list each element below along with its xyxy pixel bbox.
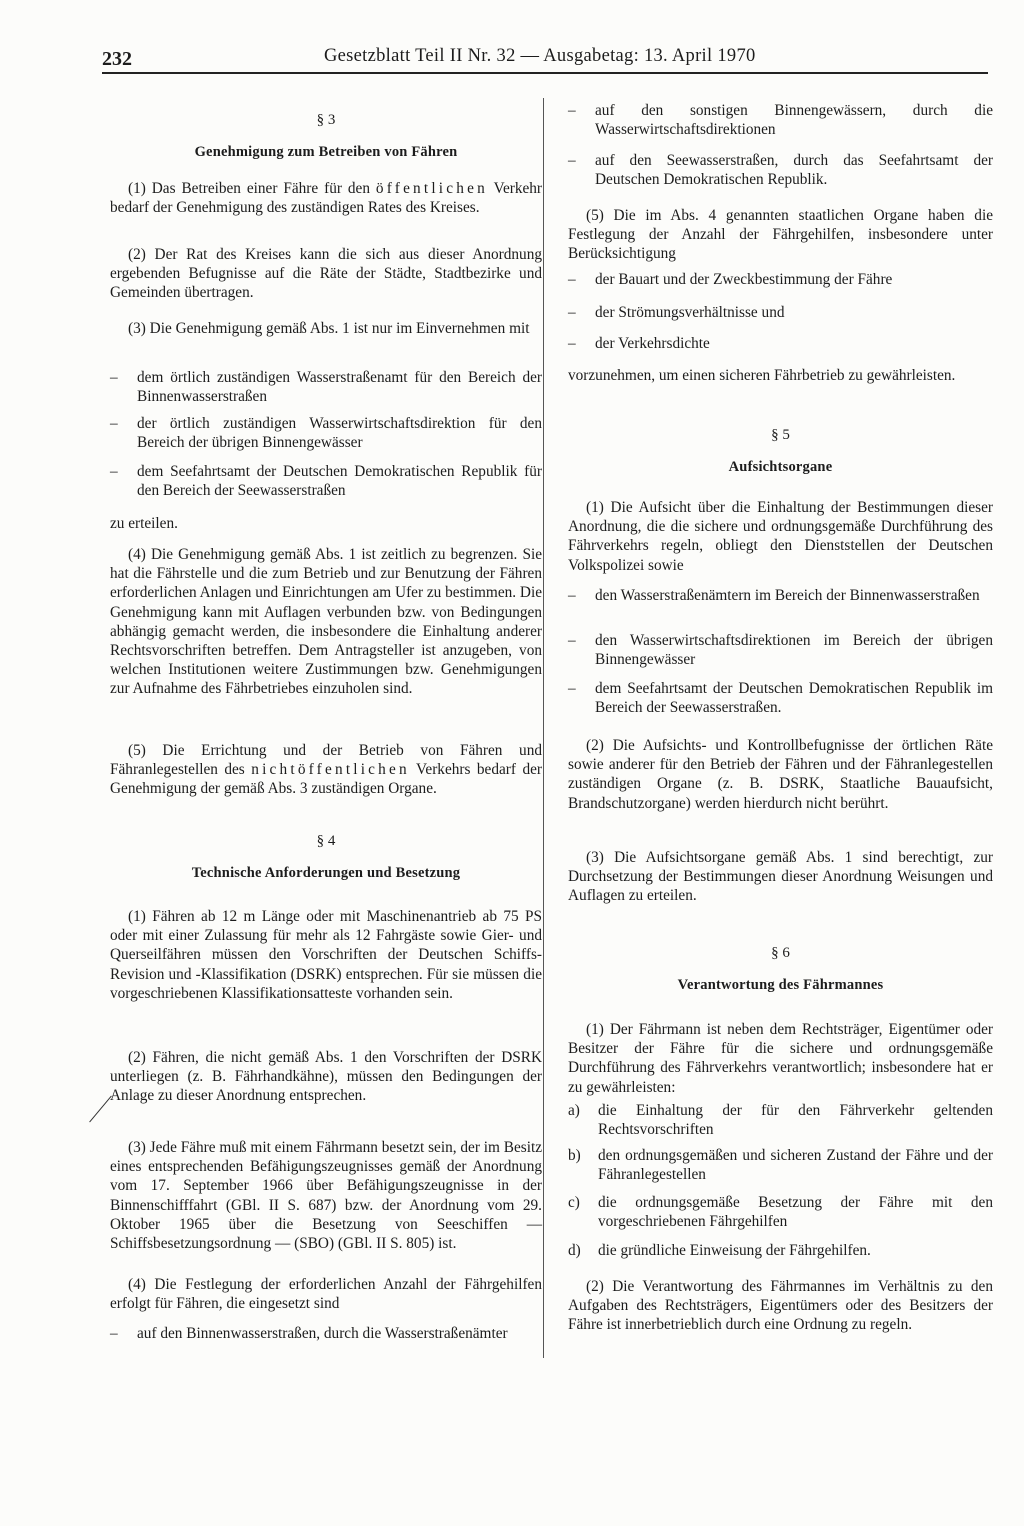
s3-p3-dash-text-3: dem Seefahrtsamt der Deutschen Demokratischen Republik für den Bereich der Seewasserstraßen bbox=[137, 463, 542, 500]
dash-bullet: – bbox=[568, 587, 576, 604]
s4-p4-dash-text-3: auf den Seewasserstraßen, durch das Seefahrtsamt der Deutschen Demokratischen Republik. bbox=[595, 152, 993, 189]
s5-p1-dash-item-3 bbox=[568, 679, 993, 717]
s5-paragraph-3: (3) Die Aufsichtsorgane gemäß Abs. 1 sind berechtigt, zur Durchsetzung der Bestimmungen dieser Anordnung Weisungen und Auflagen zu erteilen. bbox=[568, 849, 993, 905]
s4-p5-dash-item-1 bbox=[568, 270, 993, 289]
s4-p5-dash-item-2 bbox=[568, 303, 993, 322]
header-rule bbox=[102, 72, 988, 74]
s4-p5-dash-item-3 bbox=[568, 334, 993, 353]
s3-p1-text-a: (1) Das Betreiben einer Fähre für den bbox=[128, 180, 376, 197]
s4-p4-dash-item-2 bbox=[568, 101, 993, 139]
s4-p4-dash-item-1 bbox=[110, 1324, 542, 1343]
dash-bullet: – bbox=[568, 152, 576, 169]
list-marker-b: b) bbox=[568, 1147, 581, 1164]
scan-pen-mark bbox=[89, 1096, 112, 1123]
s3-paragraph-5 bbox=[110, 741, 542, 799]
dash-bullet: – bbox=[110, 415, 118, 432]
s4-p5-dash-text-2: der Strömungsverhältnisse und bbox=[595, 304, 785, 321]
s5-p1-dash-text-1: den Wasserstraßenämtern im Bereich der Binnenwasserstraßen bbox=[595, 587, 980, 604]
s4-p4-dash-text-1: auf den Binnenwasserstraßen, durch die Wasserstraßenämter bbox=[137, 1325, 508, 1342]
dash-bullet: – bbox=[568, 680, 576, 697]
s4-paragraph-1: (1) Fähren ab 12 m Länge oder mit Maschinenantrieb ab 75 PS oder mit einer Zulassung für mehr als 12 Fahrgäste sowie Gier- und Querseilfähren müssen den Vorschriften der Deutschen Schiffs-Revision und -Klassifikation (DSRK) entsprechen. Für sie müssen die vorgeschriebenen Klassifikationsatteste vorhanden sein. bbox=[110, 908, 542, 1002]
section-6-title: Verantwortung des Fährmannes bbox=[677, 977, 884, 993]
section-4-title: Technische Anforderungen und Besetzung bbox=[191, 865, 461, 881]
s3-p5-spaced-word: nichtöffentlichen bbox=[251, 761, 410, 779]
s3-p5-text-a: (5) Die Errichtung und der Betrieb von Fähren und Fähranlegestellen des bbox=[110, 742, 542, 779]
s6-list-item-b bbox=[568, 1146, 993, 1184]
s5-p1-dash-text-3: dem Seefahrtsamt der Deutschen Demokratischen Republik im Bereich der Seewasserstraßen. bbox=[595, 680, 993, 717]
page-header bbox=[102, 44, 988, 70]
section-5-title: Aufsichtsorgane bbox=[728, 459, 833, 475]
s3-p3-closing: zu erteilen. bbox=[110, 515, 178, 532]
section-5-number: § 5 bbox=[771, 427, 790, 443]
section-6-number: § 6 bbox=[771, 945, 790, 961]
s5-paragraph-1: (1) Die Aufsicht über die Einhaltung der Bestimmungen dieser Anordnung, die die sichere und ordnungsgemäße Durchführung des Fährverkehrs regeln, obliegt den Dienststellen der Deutschen Volkspolizei sowie bbox=[568, 499, 993, 574]
s4-p4-dash-item-3 bbox=[568, 151, 993, 189]
running-title: Gesetzblatt Teil II Nr. 32 — Ausgabetag: 13. April 1970 bbox=[324, 46, 756, 66]
s5-p1-dash-item-2 bbox=[568, 631, 993, 669]
list-marker-a: a) bbox=[568, 1102, 580, 1119]
s3-p1-text-b: Verkehr bedarf der Genehmigung des zuständigen Rates des Kreises. bbox=[110, 180, 543, 217]
s4-p5-closing: vorzunehmen, um einen sicheren Fährbetrieb zu gewährleisten. bbox=[568, 367, 956, 384]
s4-paragraph-4: (4) Die Festlegung der erforderlichen Anzahl der Fährgehilfen erfolgt für Fähren, die eingesetzt sind bbox=[110, 1276, 542, 1313]
dash-bullet: – bbox=[568, 271, 576, 288]
s4-p5-dash-text-1: der Bauart und der Zweckbestimmung der Fähre bbox=[595, 271, 893, 288]
section-3-title: Genehmigung zum Betreiben von Fähren bbox=[194, 144, 458, 160]
s5-p1-dash-text-2: den Wasserwirtschaftsdirektionen im Bereich der übrigen Binnengewässer bbox=[595, 632, 993, 669]
dash-bullet: – bbox=[110, 369, 118, 386]
s6-list-text-a: die Einhaltung der für den Fährverkehr geltenden Rechtsvorschriften bbox=[598, 1102, 993, 1139]
list-marker-c: c) bbox=[568, 1194, 580, 1211]
s6-list-text-c: die ordnungsgemäße Besetzung der Fähre mit den vorgeschriebenen Fährgehilfen bbox=[598, 1194, 993, 1231]
s4-p4-dash-text-2: auf den sonstigen Binnengewässern, durch die Wasserwirtschaftsdirektionen bbox=[595, 102, 993, 139]
s3-p3-dash-item-1 bbox=[110, 368, 542, 406]
s6-list-text-b: den ordnungsgemäßen und sicheren Zustand der Fähre und der Fähranlegestellen bbox=[598, 1147, 993, 1184]
section-4-number: § 4 bbox=[316, 833, 336, 849]
s6-list-item-c bbox=[568, 1193, 993, 1231]
s4-paragraph-5: (5) Die im Abs. 4 genannten staatlichen Organe haben die Festlegung der Anzahl der Fährgehilfen, insbesondere unter Berücksichtigung bbox=[568, 207, 993, 263]
section-3-number: § 3 bbox=[316, 112, 336, 128]
s3-p3-dash-text-2: der örtlich zuständigen Wasserwirtschaftsdirektion für den Bereich der übrigen Binnengewässer bbox=[137, 415, 542, 452]
dash-bullet: – bbox=[568, 304, 576, 321]
s3-paragraph-4: (4) Die Genehmigung gemäß Abs. 1 ist zeitlich zu begrenzen. Sie hat die Fährstelle und die zum Betrieb und zur Benutzung der Fähren erforderlichen Anlagen und Einrichtungen am Ufer zu bestimmen. Die Genehmigung kann mit Auflagen verbunden bzw. von Bedingungen abhängig gemacht werden, die insbesondere die Einhaltung anderer Rechtsvorschriften betreffen. Dem Antragsteller ist anzugeben, von welchen Institutionen weitere Zustimmungen bzw. Genehmigungen zur Aufnahme des Fährbetriebes einzuholen sind. bbox=[110, 546, 542, 698]
dash-bullet: – bbox=[568, 102, 576, 119]
page-number: 232 bbox=[102, 48, 132, 70]
s6-list-item-d bbox=[568, 1241, 993, 1260]
column-divider bbox=[543, 98, 544, 1358]
s3-p1-spaced-word: öffentlichen bbox=[375, 180, 488, 197]
dash-bullet: – bbox=[568, 335, 576, 352]
s3-p5-text-b: Verkehrs bedarf der Genehmigung der gemäß Abs. 3 zuständigen Organe. bbox=[110, 761, 542, 798]
s6-list-item-a bbox=[568, 1101, 993, 1139]
s5-p1-dash-item-1 bbox=[568, 586, 993, 605]
s3-paragraph-3: (3) Die Genehmigung gemäß Abs. 1 ist nur im Einvernehmen mit bbox=[128, 320, 530, 337]
s3-p3-dash-item-2 bbox=[110, 414, 542, 452]
s4-p5-dash-text-3: der Verkehrsdichte bbox=[595, 335, 710, 352]
dash-bullet: – bbox=[568, 632, 576, 649]
list-marker-d: d) bbox=[568, 1242, 581, 1259]
s3-paragraph-2: (2) Der Rat des Kreises kann die sich aus dieser Anordnung ergebenden Befugnisse auf die Räte der Städte, Stadtbezirke und Gemeinden übertragen. bbox=[110, 246, 542, 302]
s3-p3-dash-item-3 bbox=[110, 462, 542, 500]
s6-paragraph-1: (1) Der Fährmann ist neben dem Rechtsträger, Eigentümer oder Besitzer der Fähre für die sichere und ordnungsgemäße Durchführung des Fährverkehrs verantwortlich; insbesondere hat er zu gewährleisten: bbox=[568, 1021, 993, 1096]
dash-bullet: – bbox=[110, 1325, 118, 1342]
s4-paragraph-3: (3) Jede Fähre muß mit einem Fährmann besetzt sein, der im Besitz eines entsprechenden Befähigungszeugnisses gemäß der Anordnung vom 17. September 1966 über Befähigungszeugnisse in der Binnenschifffahrt (GBl. II S. 687) bzw. der Anordnung vom 29. Oktober 1965 über die Besetzung von Seeschiffen — Schiffsbesetzungsordnung — (SBO) (GBl. II S. 805) ist. bbox=[110, 1139, 542, 1253]
s6-paragraph-2: (2) Die Verantwortung des Fährmannes im Verhältnis zu den Aufgaben des Rechtsträgers, Eigentümers oder des Besitzers der Fähre ist innerbetrieblich durch eine Ordnung zu regeln. bbox=[568, 1278, 993, 1334]
dash-bullet: – bbox=[110, 463, 118, 480]
s3-p3-dash-text-1: dem örtlich zuständigen Wasserstraßenamt für den Bereich der Binnenwasserstraßen bbox=[137, 369, 542, 406]
s4-paragraph-2: (2) Fähren, die nicht gemäß Abs. 1 den Vorschriften der DSRK unterliegen (z. B. Fährhandkähne), müssen den Bedingungen der Anlage zu dieser Anordnung entsprechen. bbox=[110, 1049, 542, 1105]
s3-paragraph-1 bbox=[110, 179, 542, 217]
s5-paragraph-2: (2) Die Aufsichts- und Kontrollbefugnisse der örtlichen Räte sowie anderer für den Betrieb der Fähren und der Fähranlegestellen zuständigen Organe (z. B. DSRK, Staatliche Bauaufsicht, Brandschutzorgane) werden hierdurch nicht berührt. bbox=[568, 737, 993, 812]
s6-list-text-d: die gründliche Einweisung der Fährgehilfen. bbox=[598, 1242, 871, 1259]
